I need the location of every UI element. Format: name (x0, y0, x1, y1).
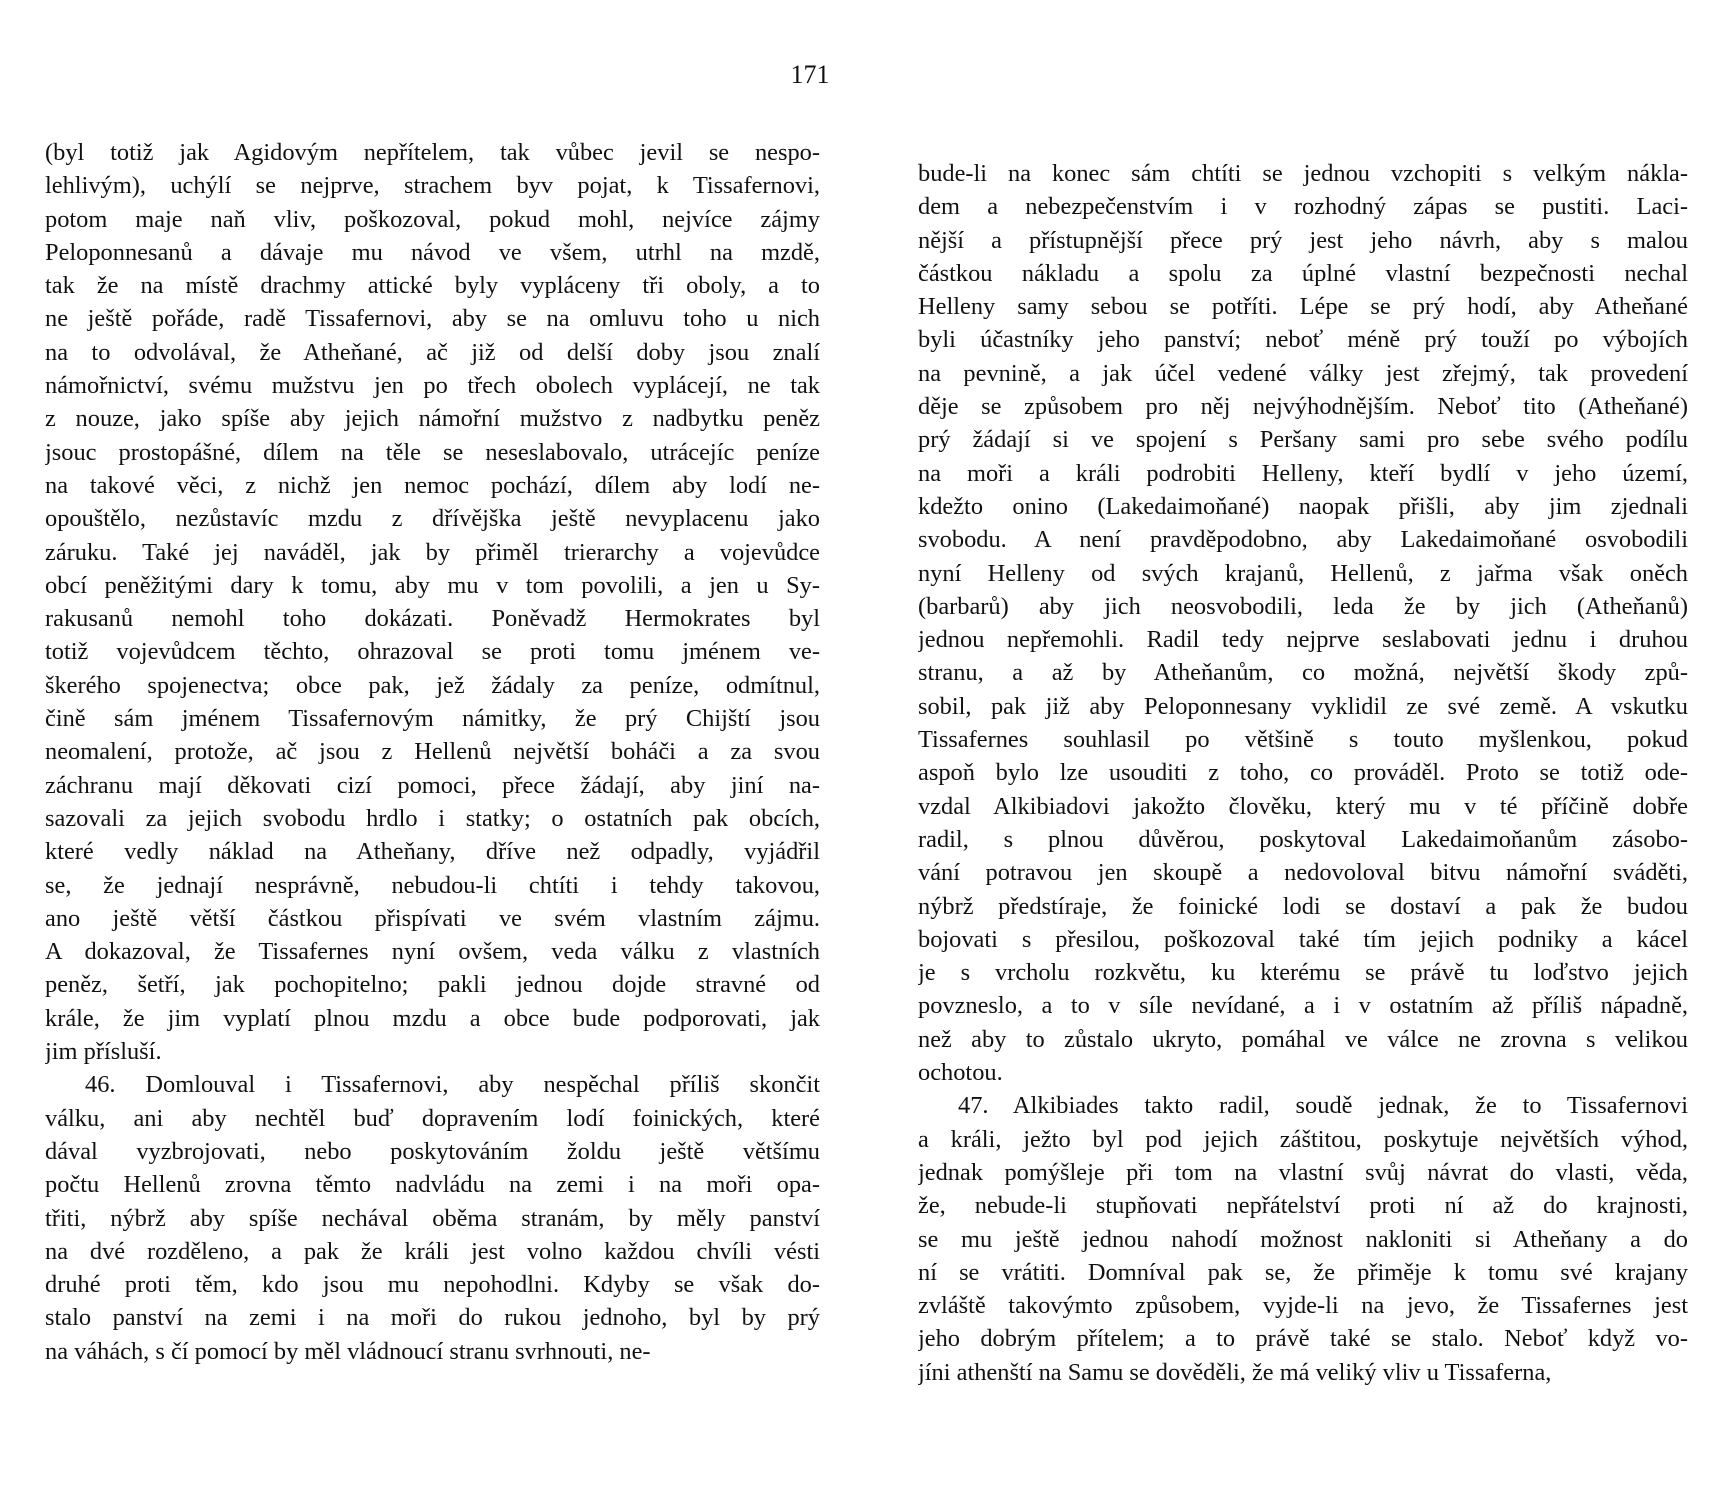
text-line: čině sám jménem Tissafernovým námitky, že prý Chijští jsou (45, 705, 820, 733)
text-line: nýbrž předstíraje, že foinické lodi se dostaví a pak že budou (918, 892, 1688, 920)
text-line: A dokazoval, že Tissafernes nyní ovšem, veda válku z vlastních (45, 938, 820, 966)
text-line: nyní Helleny od svých krajanů, Hellenů, z jařma však oněch (918, 559, 1688, 587)
text-line: válku, ani aby nechtěl buď dopravením lodí foinických, které (45, 1104, 820, 1132)
text-line: krále, že jim vyplatí plnou mzdu a obce bude podporovati, jak (45, 1004, 820, 1032)
left-text-column (45, 136, 820, 1368)
text-line: námořnictví, svému mužstvu jen po třech obolech vyplácejí, ne tak (45, 372, 820, 400)
text-line: tak že na místě drachmy attické byly vypláceny tři oboly, a to (45, 272, 820, 300)
text-line: sobil, pak již aby Peloponnesany vyklidil ze své země. A vskutku (918, 692, 1688, 720)
text-line: ní se vrátiti. Domníval pak se, že přiměje k tomu své krajany (918, 1258, 1688, 1286)
text-line: nější a přístupnější přece prý jest jeho návrh, aby s malou (918, 226, 1688, 254)
text-line: aspoň bylo lze usouditi z toho, co prováděl. Proto se totiž ode- (918, 759, 1688, 787)
text-line: lehlivým), uchýlí se nejprve, strachem byv pojat, k Tissafernovi, (45, 172, 820, 200)
text-line: jsouc prostopášné, dílem na těle se neseslabovalo, utrácejíc peníze (45, 438, 820, 466)
text-line: z nouze, jako spíše aby jejich námořní mužstvo z nadbytku peněz (45, 405, 820, 433)
text-line: a králi, ježto byl pod jejich záštitou, poskytuje největších výhod, (918, 1125, 1688, 1153)
text-line: škerého spojenectva; obce pak, jež žádaly za peníze, odmítnul, (45, 671, 820, 699)
text-line: 46. Domlouval i Tissafernovi, aby nespěchal příliš skončit (85, 1071, 820, 1099)
text-line: totiž vojevůdcem těchto, ohrazoval se proti tomu jménem ve- (45, 638, 820, 666)
text-line: bude-li na konec sám chtíti se jednou vzchopiti s velkým nákla- (918, 160, 1688, 187)
text-line: Helleny samy sebou se potříti. Lépe se prý hodí, aby Atheňané (918, 293, 1688, 321)
text-line: opouštělo, nezůstavíc mzdu z dřívějška ještě nevyplacenu jako (45, 505, 820, 533)
text-line: se mu ještě jednou nahodí možnost nakloniti si Atheňany a do (918, 1225, 1688, 1253)
text-line: jeho dobrým přítelem; a to právě také se stalo. Neboť když vo- (918, 1325, 1688, 1353)
text-line: jim přísluší. (45, 1038, 162, 1066)
text-line: Tissafernes souhlasil po většině s touto myšlenkou, pokud (918, 726, 1688, 754)
right-text-column (918, 157, 1688, 1389)
text-line: počtu Hellenů zrovna těmto nadvládu na zemi i na moři opa- (45, 1171, 820, 1199)
text-line: na pevnině, a jak účel vedené války jest zřejmý, tak provedení (918, 359, 1688, 387)
text-line: se, že jednají nesprávně, nebudou-li chtíti i tehdy takovou, (45, 871, 820, 899)
text-line: obcí peněžitými dary k tomu, aby mu v tom povolili, a jen u Sy- (45, 571, 820, 599)
text-line: vzdal Alkibiadovi jakožto člověku, který mu v té příčině dobře (918, 792, 1688, 820)
text-line: prý žádají si ve spojení s Peršany sami pro sebe svého podílu (918, 426, 1688, 454)
text-line: které vedly náklad na Atheňany, dříve než odpadly, vyjádřil (45, 838, 820, 866)
text-line: vání potravou jen skoupě a nedovoloval bitvu námořní sváděti, (918, 859, 1688, 887)
text-line: že, nebude-li stupňovati nepřátelství proti ní až do krajnosti, (918, 1192, 1688, 1220)
text-line: Peloponnesanů a dávaje mu návod ve všem, utrhl na mzdě, (45, 238, 820, 266)
text-line: dem a nebezpečenstvím i v rozhodný zápas se pustiti. Laci- (918, 193, 1688, 221)
text-line: dával vyzbrojovati, nebo poskytováním žoldu ještě většímu (45, 1137, 820, 1165)
text-line: svobodu. A není pravděpodobno, aby Lakedaimoňané osvobodili (918, 526, 1688, 554)
text-line: druhé proti těm, kdo jsou mu nepohodlni. Kdyby se však do- (45, 1271, 820, 1299)
text-line: potom maje naň vliv, poškozoval, pokud mohl, nejvíce zájmy (45, 205, 820, 233)
text-line: záruku. Také jej naváděl, jak by přiměl trierarchy a vojevůdce (45, 538, 820, 566)
text-line: ochotou. (918, 1059, 1003, 1087)
text-line: ne ještě pořáde, radě Tissafernovi, aby se na omluvu toho u nich (45, 305, 820, 333)
text-line: stranu, a až by Atheňanům, co možná, největší škody způ- (918, 659, 1688, 687)
text-line: jednak pomýšleje při tom na vlastní svůj návrat do vlasti, věda, (918, 1158, 1688, 1186)
page-number: 171 (790, 60, 830, 89)
text-line: než aby to zůstalo ukryto, pomáhal ve válce ne zrovna s velikou (918, 1025, 1688, 1053)
text-line: sazovali za jejich svobodu hrdlo i statky; o ostatních pak obcích, (45, 804, 820, 832)
text-line: částkou nákladu a spolu za úplné vlastní bezpečnosti nechal (918, 259, 1688, 287)
text-line: bojovati s přesilou, poškozoval také tím jejich podniky a kácel (918, 925, 1688, 953)
text-line: záchranu mají děkovati cizí pomoci, přece žádají, aby jiní na- (45, 771, 820, 799)
text-line: jednou nepřemohli. Radil tedy nejprve seslabovati jednu i druhou (918, 626, 1688, 654)
text-line: třiti, nýbrž aby spíše nechával oběma stranám, by měly panství (45, 1204, 820, 1232)
text-line: rakusanů nemohl toho dokázati. Poněvadž Hermokrates byl (45, 605, 820, 633)
text-line: kdežto onino (Lakedaimoňané) naopak přišli, aby jim zjednali (918, 492, 1688, 520)
text-line: na moři a králi podrobiti Helleny, kteří bydlí v jeho území, (918, 459, 1688, 487)
text-line: neomalení, protože, ač jsou z Hellenů největší boháči a za svou (45, 738, 820, 766)
text-line: děje se způsobem pro něj nejvýhodnějším. Neboť tito (Atheňané) (918, 393, 1688, 421)
text-line: peněz, šetří, jak pochopitelno; pakli jednou dojde stravné od (45, 971, 820, 999)
text-line: jíni athenští na Samu se dověděli, že má veliký vliv u Tissaferna, (918, 1358, 1552, 1386)
text-line: (barbarů) aby jich neosvobodili, leda že by jich (Atheňanů) (918, 592, 1688, 620)
text-line: zvláště takovýmto způsobem, vyjde-li na jevo, že Tissafernes jest (918, 1292, 1688, 1320)
text-line: radil, s plnou důvěrou, poskytoval Lakedaimoňanům zásobo- (918, 825, 1688, 853)
text-line: byli účastníky jeho panství; neboť méně prý touží po výbojích (918, 326, 1688, 354)
text-line: 47. Alkibiades takto radil, soudě jednak, že to Tissafernovi (958, 1092, 1688, 1120)
text-line: povzneslo, a to v síle nevídané, a i v ostatním až příliš nápadně, (918, 992, 1688, 1020)
text-line: je s vrcholu rozkvětu, ku kterému se právě tu loďstvo jejich (918, 959, 1688, 987)
text-line: na takové věci, z nichž jen nemoc pochází, dílem aby lodí ne- (45, 471, 820, 499)
text-line: na to odvolával, že Atheňané, ač již od delší doby jsou znalí (45, 338, 820, 366)
text-line: na váhách, s čí pomocí by měl vládnoucí stranu svrhnouti, ne- (45, 1337, 651, 1365)
text-line: na dvé rozděleno, a pak že králi jest volno každou chvíli vésti (45, 1237, 820, 1265)
text-line: stalo panství na zemi i na moři do rukou jednoho, byl by prý (45, 1304, 820, 1332)
text-line: (byl totiž jak Agidovým nepřítelem, tak vůbec jevil se nespo- (45, 139, 820, 166)
text-line: ano ještě větší částkou přispívati ve svém vlastním zájmu. (45, 904, 820, 932)
